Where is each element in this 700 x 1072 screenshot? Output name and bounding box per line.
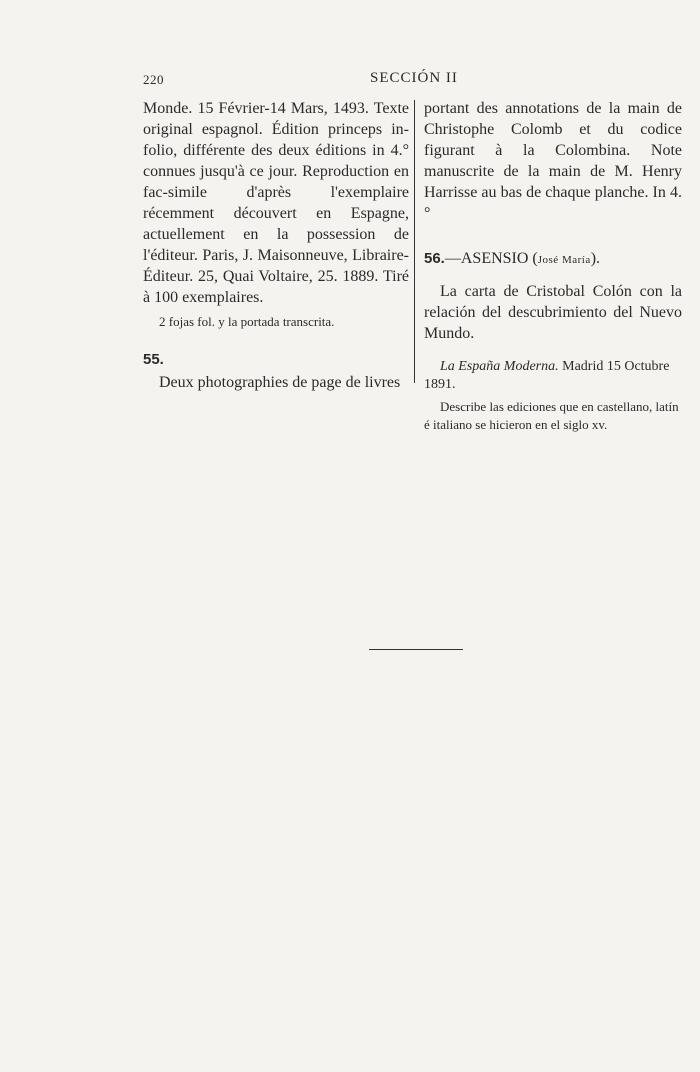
page-number: 220 xyxy=(143,72,164,87)
entry-56-title: La carta de Cristobal Colón con la relación del descubrimiento del Nuevo Mundo. xyxy=(424,283,682,342)
entry-54-continued: Monde. 15 Février-14 Mars, 1493. Texte original espagnol. Édition princeps in-folio, différente des deux éditions in 4.° connues jusqu'à ce jour. Reproduction en fac-simile d'après l'exemplaire récemment découvert en Espagne, actuellement en la possession de l'éditeur. Paris, J. Maisonneuve, Libraire-Éditeur. 25, Quai Voltaire, 25. 1889. Tiré à 100 exemplaires. xyxy=(143,100,409,306)
entry-56-heading xyxy=(424,248,682,271)
entry-56-note: Describe las ediciones que en castellano, latín é italiano se hicieron en el siglo xv. xyxy=(424,399,679,432)
column-divider xyxy=(414,100,415,383)
end-rule xyxy=(369,649,463,650)
entry-55-text: Deux photographies de page de livres xyxy=(159,374,401,391)
right-column xyxy=(424,98,682,434)
entry-56-source-date: Madrid 15 Octubre 1891. xyxy=(424,359,670,392)
left-column xyxy=(143,98,409,393)
entry-55-number: 55. xyxy=(143,351,164,368)
entry-56-author-close: ). xyxy=(590,250,601,267)
entry-56-number: 56. xyxy=(424,250,445,267)
entry-56-author-name: José María xyxy=(537,254,591,266)
entry-55-continued: portant des annotations de la main de Christophe Colomb et du codice figurant à la Colombina. Note manuscrite de la main de M. Henry Harrisse au bas de chaque planche. In 4.° xyxy=(424,100,682,222)
running-head: SECCIÓN II xyxy=(370,70,458,86)
entry-56-source xyxy=(424,358,682,394)
entry-56-author-prefix: —ASENSIO ( xyxy=(444,250,538,267)
entry-56-source-title: La España Moderna. xyxy=(440,359,559,374)
entry-54-note: 2 fojas fol. y la portada transcrita. xyxy=(159,314,335,329)
